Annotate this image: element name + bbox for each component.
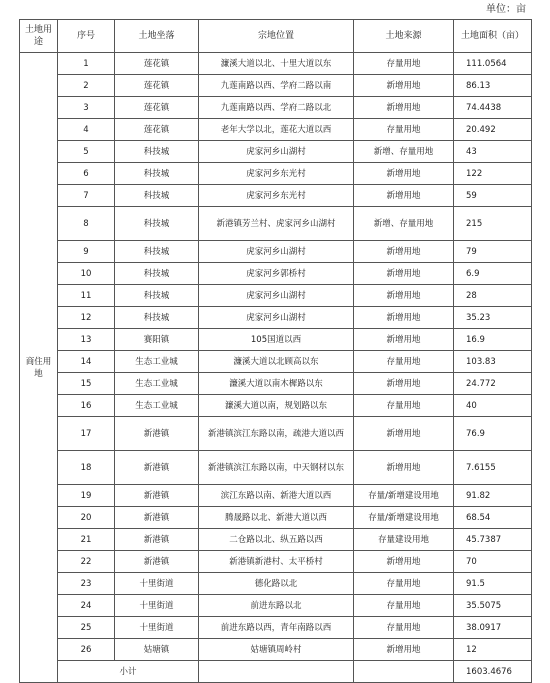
row-location: 前进东路以北 (199, 595, 354, 617)
row-index: 21 (58, 529, 115, 551)
row-location: 105国道以西 (199, 329, 354, 351)
row-town: 新港镇 (115, 451, 199, 485)
row-location: 新港镇滨江东路以南，中天钢材以东 (199, 451, 354, 485)
table-row (20, 485, 532, 507)
row-area: 70 (454, 551, 532, 573)
row-source: 新增用地 (354, 551, 454, 573)
row-source: 新增用地 (354, 373, 454, 395)
row-location: 濂溪大道以北、十里大道以东 (199, 53, 354, 75)
row-town: 科技城 (115, 185, 199, 207)
row-area: 86.13 (454, 75, 532, 97)
row-area: 91.82 (454, 485, 532, 507)
row-location: 二仓路以北、纵五路以西 (199, 529, 354, 551)
table-row (20, 373, 532, 395)
table-row (20, 307, 532, 329)
row-source: 新增用地 (354, 417, 454, 451)
row-town: 莲花镇 (115, 75, 199, 97)
row-source: 存量用地 (354, 351, 454, 373)
table-row (20, 241, 532, 263)
row-source: 新增用地 (354, 285, 454, 307)
row-town: 生态工业城 (115, 373, 199, 395)
row-town: 生态工业城 (115, 351, 199, 373)
row-source: 存量用地 (354, 53, 454, 75)
row-area: 35.23 (454, 307, 532, 329)
row-index: 4 (58, 119, 115, 141)
row-source: 存量用地 (354, 617, 454, 639)
row-source: 新增用地 (354, 163, 454, 185)
header-area: 土地面积（亩） (454, 20, 532, 53)
row-location: 腾晟路以北、新港大道以西 (199, 507, 354, 529)
subtotal-label: 小计 (58, 661, 199, 683)
row-source: 新增用地 (354, 75, 454, 97)
row-location: 濂溪大道以北顾高以东 (199, 351, 354, 373)
row-source: 新增用地 (354, 97, 454, 119)
row-town: 新港镇 (115, 529, 199, 551)
subtotal-area: 1603.4676 (454, 661, 532, 683)
subtotal-row (20, 661, 532, 683)
subtotal-empty-cell (354, 661, 454, 683)
row-index: 15 (58, 373, 115, 395)
row-index: 1 (58, 53, 115, 75)
row-source: 存量用地 (354, 395, 454, 417)
table-row (20, 329, 532, 351)
table-row (20, 53, 532, 75)
row-town: 科技城 (115, 207, 199, 241)
row-source: 存量/新增建设用地 (354, 507, 454, 529)
row-location: 虎家河乡山湖村 (199, 285, 354, 307)
row-source: 新增、存量用地 (354, 207, 454, 241)
header-index: 序号 (58, 20, 115, 53)
row-area: 38.0917 (454, 617, 532, 639)
header-use: 土地用途 (20, 20, 58, 53)
table-row (20, 573, 532, 595)
row-index: 8 (58, 207, 115, 241)
row-location: 德化路以北 (199, 573, 354, 595)
table-row (20, 263, 532, 285)
row-index: 23 (58, 573, 115, 595)
row-town: 科技城 (115, 307, 199, 329)
row-area: 76.9 (454, 417, 532, 451)
row-index: 24 (58, 595, 115, 617)
header-source: 土地来源 (354, 20, 454, 53)
row-town: 十里街道 (115, 595, 199, 617)
row-location: 九莲南路以西、学府二路以南 (199, 75, 354, 97)
table-row (20, 507, 532, 529)
table-row (20, 97, 532, 119)
row-location: 新港镇芳兰村、虎家河乡山湖村 (199, 207, 354, 241)
row-source: 新增用地 (354, 185, 454, 207)
table-row (20, 639, 532, 661)
row-area: 111.0564 (454, 53, 532, 75)
row-town: 科技城 (115, 285, 199, 307)
row-area: 103.83 (454, 351, 532, 373)
row-index: 7 (58, 185, 115, 207)
row-location: 濂溪大道以南，规划路以东 (199, 395, 354, 417)
row-location: 新港镇新港村、太平桥村 (199, 551, 354, 573)
table-row (20, 395, 532, 417)
row-town: 姑塘镇 (115, 639, 199, 661)
row-location: 虎家河乡山湖村 (199, 141, 354, 163)
table-row (20, 163, 532, 185)
table-row (20, 417, 532, 451)
table-row (20, 207, 532, 241)
row-location: 虎家河乡东光村 (199, 163, 354, 185)
row-source: 新增用地 (354, 639, 454, 661)
row-source: 新增、存量用地 (354, 141, 454, 163)
table-row (20, 285, 532, 307)
row-index: 9 (58, 241, 115, 263)
row-index: 11 (58, 285, 115, 307)
land-use-cell: 商住用地 (20, 53, 58, 683)
row-area: 43 (454, 141, 532, 163)
row-area: 68.54 (454, 507, 532, 529)
table-row (20, 617, 532, 639)
row-index: 19 (58, 485, 115, 507)
row-area: 35.5075 (454, 595, 532, 617)
row-index: 20 (58, 507, 115, 529)
row-area: 20.492 (454, 119, 532, 141)
row-area: 79 (454, 241, 532, 263)
row-source: 新增用地 (354, 241, 454, 263)
header-town: 土地坐落 (115, 20, 199, 53)
row-town: 新港镇 (115, 485, 199, 507)
row-location: 虎家河乡山湖村 (199, 241, 354, 263)
table-row (20, 185, 532, 207)
table-row (20, 75, 532, 97)
row-source: 存量用地 (354, 573, 454, 595)
row-index: 16 (58, 395, 115, 417)
row-town: 科技城 (115, 241, 199, 263)
row-town: 莲花镇 (115, 119, 199, 141)
row-town: 莲花镇 (115, 53, 199, 75)
row-source: 存量用地 (354, 119, 454, 141)
row-area: 74.4438 (454, 97, 532, 119)
row-index: 10 (58, 263, 115, 285)
row-town: 新港镇 (115, 507, 199, 529)
row-area: 12 (454, 639, 532, 661)
row-location: 滨江东路以南、新港大道以西 (199, 485, 354, 507)
row-area: 16.9 (454, 329, 532, 351)
row-area: 28 (454, 285, 532, 307)
row-source: 新增用地 (354, 451, 454, 485)
row-area: 91.5 (454, 573, 532, 595)
row-location: 濂溪大道以南木樨路以东 (199, 373, 354, 395)
row-index: 17 (58, 417, 115, 451)
row-source: 存量建设用地 (354, 529, 454, 551)
row-source: 新增用地 (354, 263, 454, 285)
row-town: 科技城 (115, 141, 199, 163)
row-area: 215 (454, 207, 532, 241)
table-row (20, 551, 532, 573)
row-index: 18 (58, 451, 115, 485)
row-town: 科技城 (115, 263, 199, 285)
row-area: 122 (454, 163, 532, 185)
row-index: 3 (58, 97, 115, 119)
row-source: 新增用地 (354, 307, 454, 329)
table-row (20, 119, 532, 141)
table-row (20, 451, 532, 485)
row-town: 莲花镇 (115, 97, 199, 119)
table-row (20, 351, 532, 373)
land-table (19, 19, 532, 683)
row-town: 新港镇 (115, 551, 199, 573)
row-area: 24.772 (454, 373, 532, 395)
row-index: 13 (58, 329, 115, 351)
subtotal-empty-cell (199, 661, 354, 683)
row-index: 22 (58, 551, 115, 573)
table-row (20, 141, 532, 163)
row-index: 25 (58, 617, 115, 639)
row-location: 前进东路以西，青年南路以西 (199, 617, 354, 639)
header-location: 宗地位置 (199, 20, 354, 53)
row-location: 姑塘镇周岭村 (199, 639, 354, 661)
row-location: 虎家河乡郭桥村 (199, 263, 354, 285)
row-area: 40 (454, 395, 532, 417)
row-area: 45.7387 (454, 529, 532, 551)
row-area: 59 (454, 185, 532, 207)
row-town: 赛阳镇 (115, 329, 199, 351)
row-index: 14 (58, 351, 115, 373)
unit-label: 单位：亩 (486, 4, 526, 15)
table-row (20, 529, 532, 551)
row-area: 7.6155 (454, 451, 532, 485)
row-index: 6 (58, 163, 115, 185)
row-source: 存量/新增建设用地 (354, 485, 454, 507)
row-index: 26 (58, 639, 115, 661)
row-index: 2 (58, 75, 115, 97)
row-location: 老年大学以北，莲花大道以西 (199, 119, 354, 141)
row-index: 12 (58, 307, 115, 329)
row-index: 5 (58, 141, 115, 163)
row-location: 虎家河乡山湖村 (199, 307, 354, 329)
row-source: 存量用地 (354, 595, 454, 617)
row-town: 生态工业城 (115, 395, 199, 417)
row-town: 十里街道 (115, 573, 199, 595)
row-town: 科技城 (115, 163, 199, 185)
table-row (20, 595, 532, 617)
row-location: 新港镇滨江东路以南，疏港大道以西 (199, 417, 354, 451)
header-row (20, 20, 532, 53)
row-town: 新港镇 (115, 417, 199, 451)
row-location: 虎家河乡东光村 (199, 185, 354, 207)
row-area: 6.9 (454, 263, 532, 285)
row-source: 新增用地 (354, 329, 454, 351)
row-location: 九莲南路以西、学府二路以北 (199, 97, 354, 119)
row-town: 十里街道 (115, 617, 199, 639)
